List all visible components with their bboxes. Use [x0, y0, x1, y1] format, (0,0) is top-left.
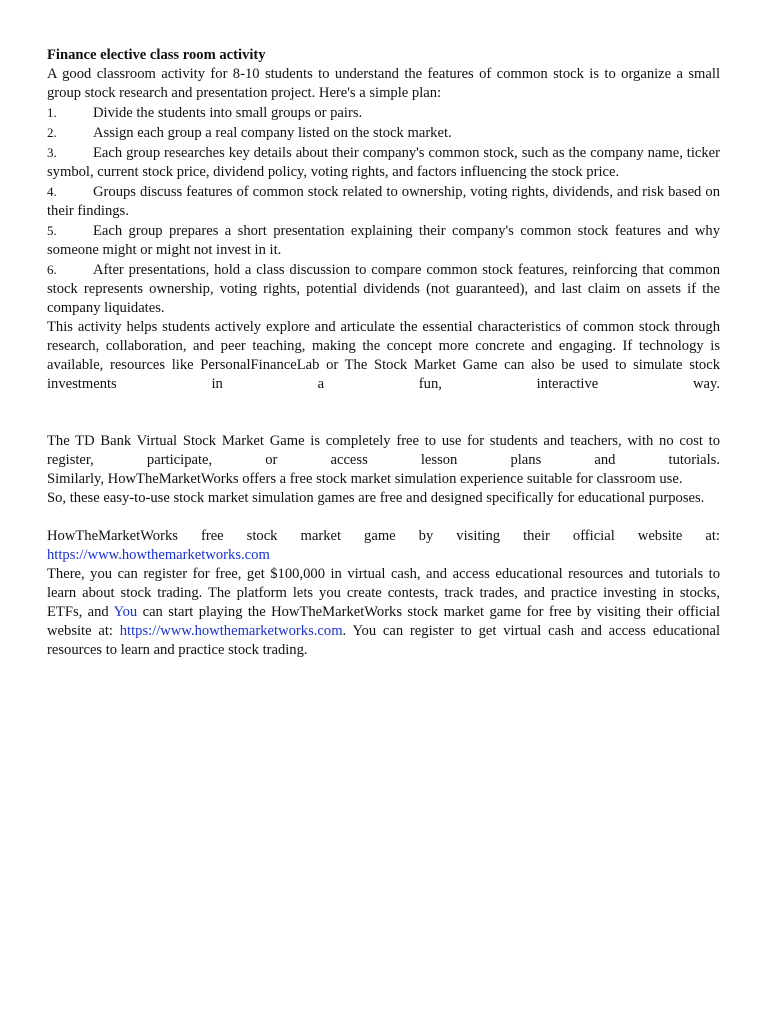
htmw-url-link-inline[interactable]: https://www.howthemarketworks.com	[119, 623, 343, 639]
spacer	[47, 394, 720, 432]
td-bank-paragraph: The TD Bank Virtual Stock Market Game is completely free to use for students and teachers, with no cost to register, participate, or access lesson plans and tutorials.	[47, 433, 720, 468]
list-item	[47, 103, 720, 123]
there-text-part2: can start playing the HowTheMarketWorks stock market game for free by visiting their official website at:	[47, 604, 720, 639]
list-item-text: After presentations, hold a class discussion to compare common stock features, reinforcing that common stock represents ownership, voting rights, potential dividends (not guaranteed), and last claim on assets if the company liquidates.	[47, 262, 720, 316]
document-page	[47, 46, 720, 660]
list-item-text: Assign each group a real company listed on the stock market.	[93, 125, 452, 141]
there-text-part1: There, you can register for free, get $100,000 in virtual cash, and access educational resources and tutorials to learn about stock trading. The platform lets you create contests, track trades, and practice investing in stocks, ETFs, and	[47, 566, 720, 620]
list-item	[47, 123, 720, 143]
list-item-text: Each group researches key details about their company's common stock, such as the company name, ticker symbol, current stock price, dividend policy, voting rights, and factors influencing the stock price.	[47, 145, 720, 180]
list-item	[47, 182, 720, 221]
document-title: Finance elective class room activity	[47, 47, 266, 63]
intro-paragraph: A good classroom activity for 8-10 students to understand the features of common stock is to organize a small group stock research and presentation project. Here's a simple plan:	[47, 66, 720, 101]
list-item-number: 1.	[47, 105, 57, 120]
list-item-text: Each group prepares a short presentation explaining their company's common stock features and why someone might or might not invest in it.	[47, 223, 720, 258]
there-paragraph	[47, 565, 720, 660]
list-item-text: Divide the students into small groups or pairs.	[93, 105, 363, 121]
similarly-paragraph: Similarly, HowTheMarketWorks offers a free stock market simulation experience suitable for classroom use.	[47, 471, 683, 487]
list-item-number: 4.	[47, 184, 57, 199]
you-highlight: You	[113, 604, 138, 620]
htmw-intro-paragraph: HowTheMarketWorks free stock market game by visiting their official website at:	[47, 528, 720, 544]
spacer	[47, 508, 720, 527]
summary-paragraph: This activity helps students actively explore and articulate the essential characteristics of common stock through research, collaboration, and peer teaching, making the concept more concrete and engaging. If technology is available, resources like PersonalFinanceLab or The Stock Market Game can also be used to simulate stock investments in a fun, interactive way.	[47, 319, 720, 392]
list-item	[47, 143, 720, 182]
there-text-part3: . You can register to get virtual cash and access educational resources to learn and practice stock trading.	[47, 623, 720, 658]
htmw-url-link[interactable]: https://www.howthemarketworks.com	[47, 547, 270, 563]
list-item-number: 6.	[47, 262, 57, 277]
list-item-number: 2.	[47, 125, 57, 140]
list-item	[47, 260, 720, 318]
htmw-url-line	[47, 546, 720, 565]
list-item-text: Groups discuss features of common stock related to ownership, voting rights, dividends, and risk based on their findings.	[47, 184, 720, 219]
so-paragraph: So, these easy-to-use stock market simulation games are free and designed specifically for educational purposes.	[47, 490, 705, 506]
list-item-number: 5.	[47, 223, 57, 238]
activity-steps-list	[47, 103, 720, 318]
list-item	[47, 221, 720, 260]
list-item-number: 3.	[47, 145, 57, 160]
